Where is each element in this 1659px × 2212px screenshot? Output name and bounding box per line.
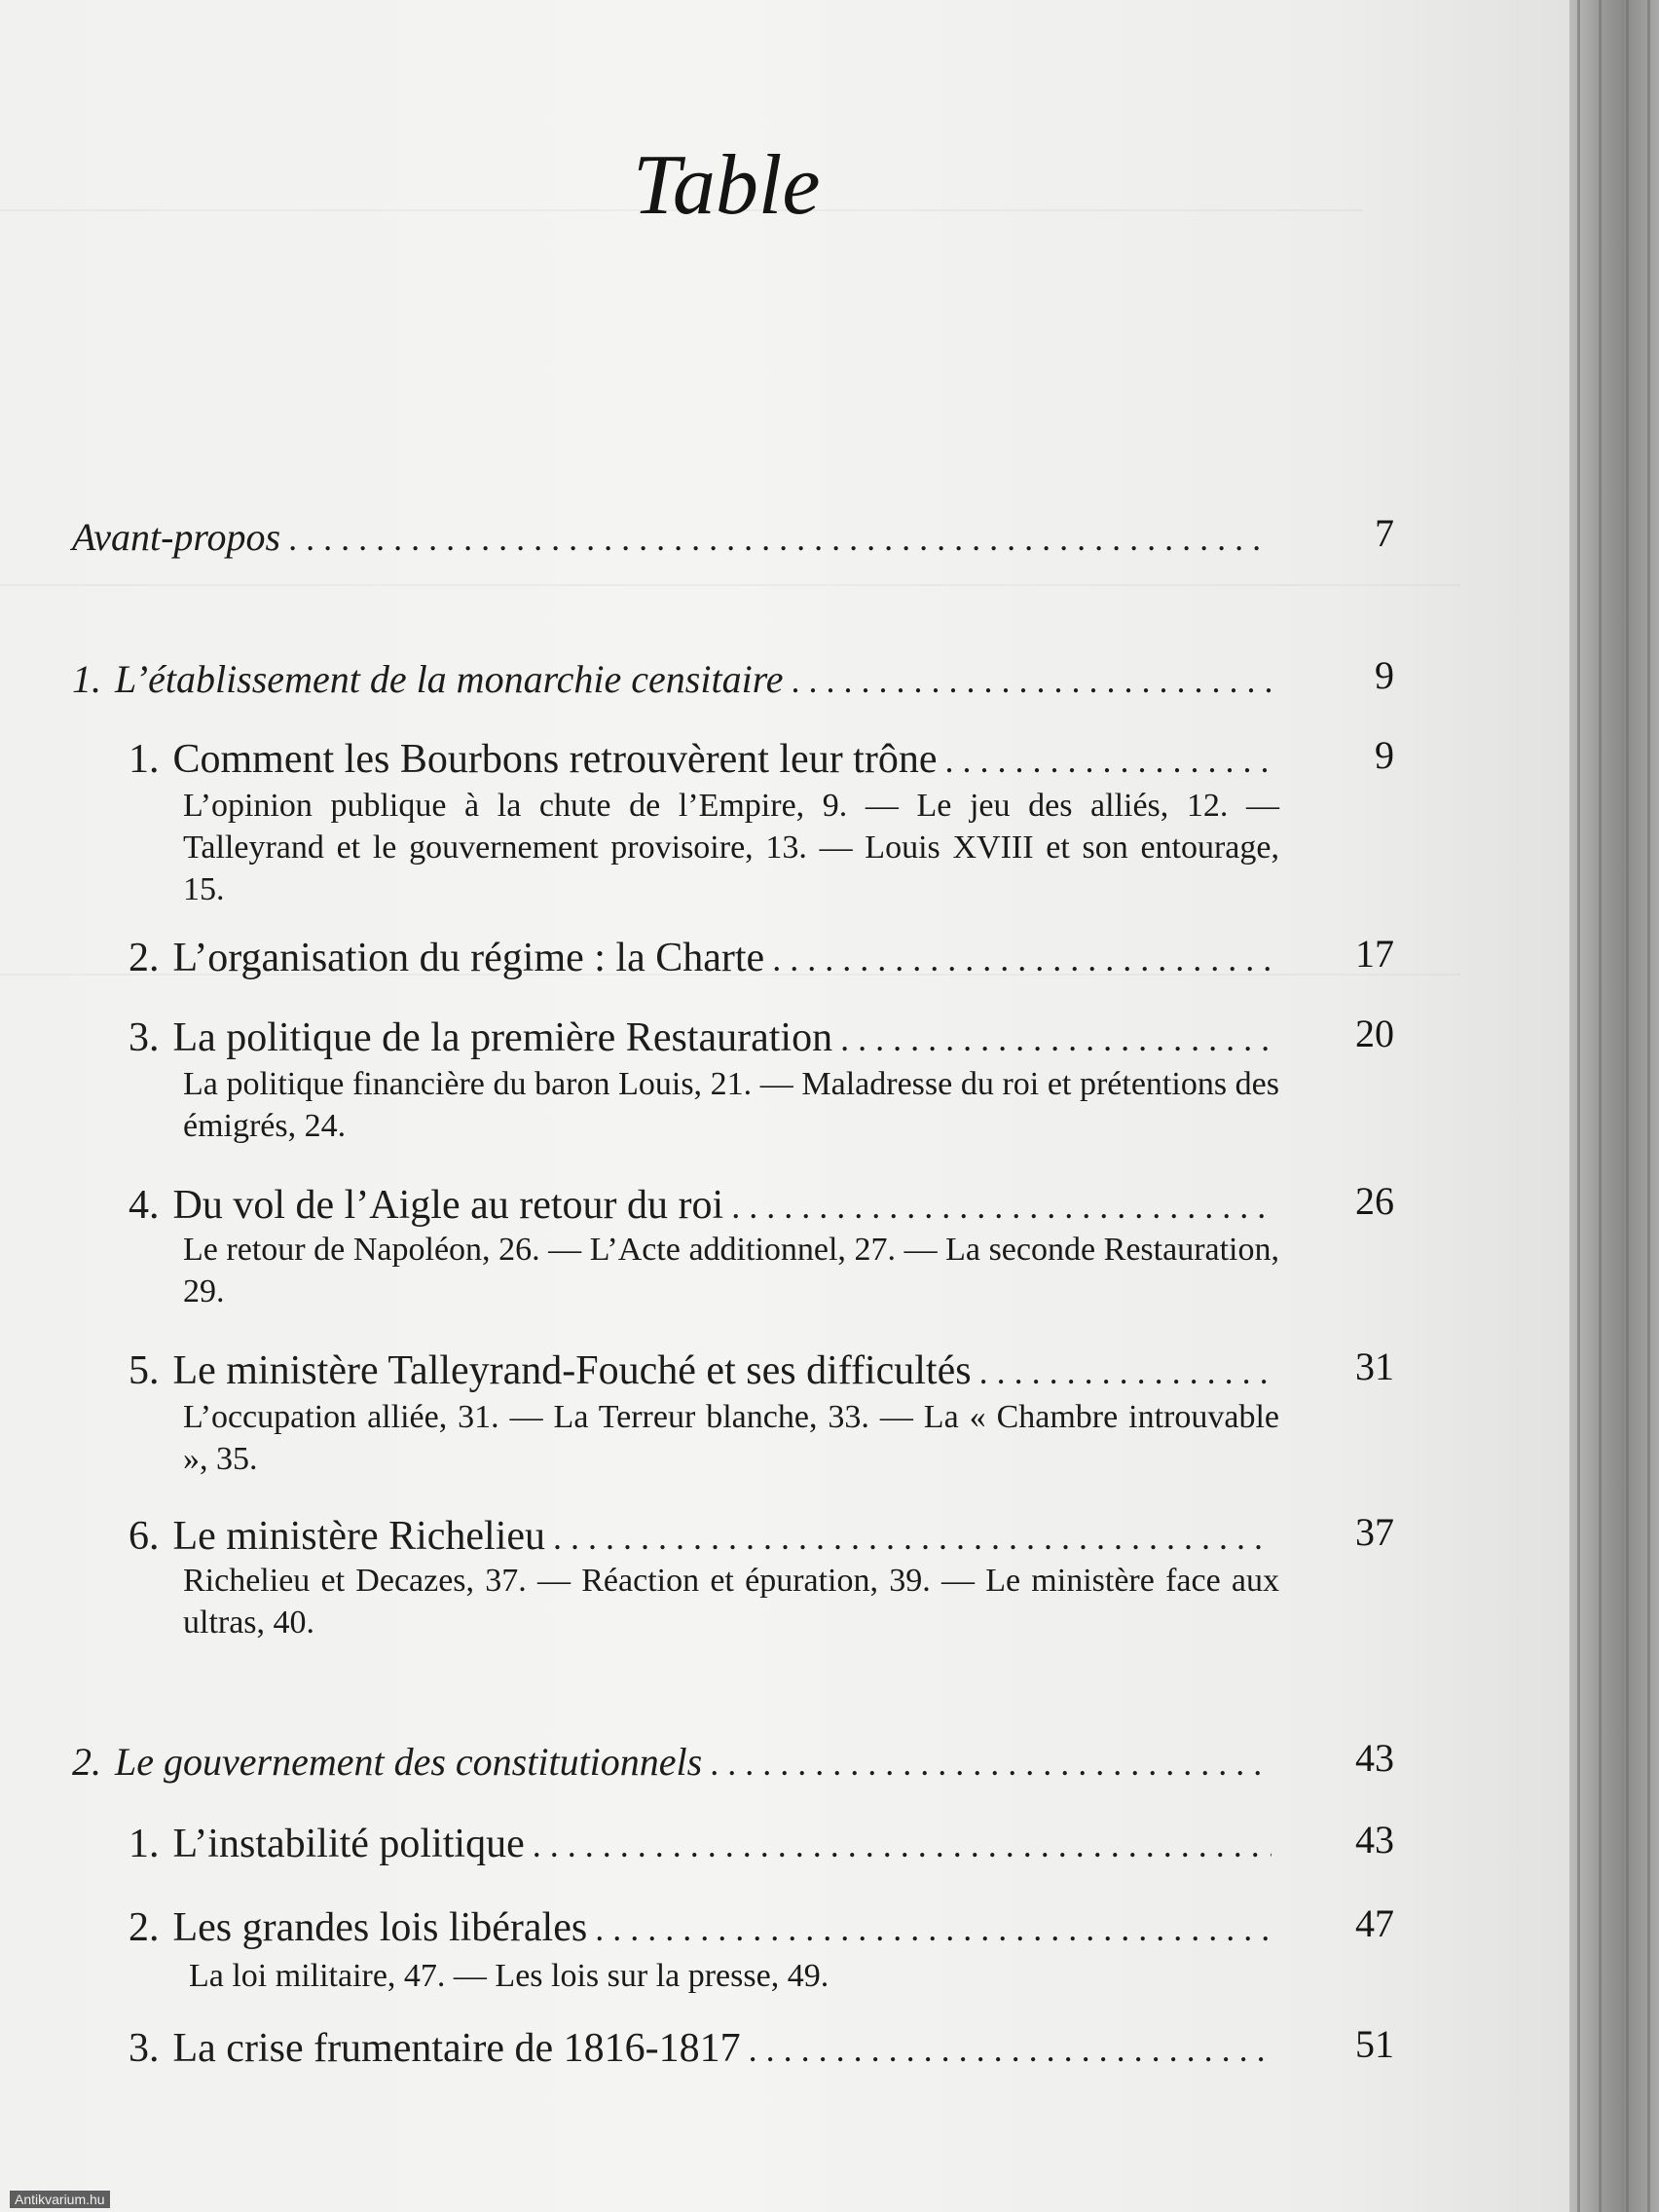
page-edge-stack <box>1569 0 1659 2212</box>
dot-leader <box>792 660 1272 701</box>
dot-leader <box>553 1517 1272 1558</box>
toc-page-number: 17 <box>1355 932 1394 976</box>
section-title: L’organisation du régime : la Charte <box>172 936 765 980</box>
section-number: 3. <box>129 1015 160 1060</box>
dot-leader <box>944 740 1272 781</box>
toc-section-1-3[interactable] <box>129 1014 1279 1061</box>
dot-leader <box>731 1186 1272 1227</box>
page-edge-line <box>1626 0 1629 2212</box>
section-title: Du vol de l’Aigle au retour du roi <box>172 1183 724 1228</box>
dot-leader <box>288 518 1272 559</box>
page-title: Table <box>633 138 821 233</box>
section-number: 2. <box>129 1905 160 1950</box>
toc-page-number: 20 <box>1355 1012 1394 1055</box>
watermark: Antikvarium.hu <box>10 2191 110 2208</box>
toc-section-1-4[interactable] <box>129 1182 1279 1229</box>
chapter-number: 2. <box>72 1740 101 1784</box>
dot-leader <box>595 1908 1272 1949</box>
toc-section-1-5[interactable] <box>129 1347 1279 1394</box>
section-summary: Richelieu et Decazes, 37. — Réaction et épuration, 39. — Le ministère face aux ultras, 40. <box>183 1563 1279 1641</box>
toc-entry-avant-propos[interactable] <box>72 514 1279 560</box>
section-title: Les grandes lois libérales <box>172 1905 588 1950</box>
toc-page-number: 47 <box>1355 1901 1394 1945</box>
section-number: 5. <box>129 1348 160 1393</box>
section-number: 2. <box>129 936 160 980</box>
toc-page-number: 9 <box>1375 653 1394 697</box>
section-number: 1. <box>129 737 160 782</box>
section-summary: Le retour de Napoléon, 26. — L’Acte additionnel, 27. — La seconde Restauration, 29. <box>183 1232 1279 1309</box>
dot-leader <box>533 1825 1272 1865</box>
toc-page-number: 51 <box>1355 2022 1394 2066</box>
section-number: 3. <box>129 2026 160 2071</box>
page-edge-line <box>1647 0 1650 2212</box>
section-title: L’instabilité politique <box>172 1822 525 1866</box>
toc-section-1-2[interactable] <box>129 935 1279 981</box>
toc-section-1-6[interactable] <box>129 1513 1279 1560</box>
toc-page-number: 37 <box>1355 1510 1394 1554</box>
toc-section-2-1[interactable] <box>129 1821 1279 1867</box>
dot-leader <box>840 1018 1272 1059</box>
page-edge-line <box>1577 0 1580 2212</box>
dot-leader <box>749 2029 1272 2070</box>
section-summary: La politique financière du baron Louis, 21. — Maladresse du roi et prétentions des émigrés, 24. <box>183 1066 1279 1144</box>
toc-section-2-2[interactable] <box>129 1904 1279 1951</box>
section-title: Le ministère Talleyrand-Fouché et ses difficultés <box>172 1348 972 1393</box>
section-number: 1. <box>129 1822 160 1866</box>
section-title: Le ministère Richelieu <box>172 1514 546 1559</box>
toc-page-number: 26 <box>1355 1179 1394 1223</box>
chapter-title: L’établissement de la monarchie censitaire <box>115 657 784 701</box>
section-title: La crise frumentaire de 1816-1817 <box>172 2026 741 2071</box>
dot-leader <box>710 1743 1272 1784</box>
section-summary: La loi militaire, 47. — Les lois sur la presse, 49. <box>189 1958 830 1994</box>
section-summary: L’occupation alliée, 31. — La Terreur blanche, 33. — La « Chambre introuvable », 35. <box>183 1399 1279 1477</box>
toc-page-number: 9 <box>1375 733 1394 777</box>
section-number: 4. <box>129 1183 160 1228</box>
dot-leader <box>979 1351 1272 1392</box>
page-edge-line <box>1599 0 1602 2212</box>
toc-chapter-2[interactable] <box>72 1739 1279 1785</box>
toc-section-1-1[interactable] <box>129 736 1279 783</box>
chapter-title: Le gouvernement des constitutionnels <box>115 1740 703 1784</box>
chapter-number: 1. <box>72 657 101 701</box>
toc-page-number: 7 <box>1375 511 1394 555</box>
toc-section-2-3[interactable] <box>129 2025 1279 2072</box>
section-title: La politique de la première Restauration <box>172 1015 833 1060</box>
toc-page-number: 43 <box>1355 1818 1394 1862</box>
section-summary: L’opinion publique à la chute de l’Empire, 9. — Le jeu des alliés, 12. — Talleyrand et le gouvernement provisoire, 13. — Louis XVIII et son entourage, 15. <box>183 788 1279 907</box>
toc-page-number: 43 <box>1355 1736 1394 1780</box>
toc-chapter-1[interactable] <box>72 656 1279 702</box>
dot-leader <box>772 939 1272 979</box>
section-title: Comment les Bourbons retrouvèrent leur trône <box>172 737 938 782</box>
toc-entry-title: Avant-propos <box>72 515 281 559</box>
toc-page-number: 31 <box>1355 1345 1394 1388</box>
section-number: 6. <box>129 1514 160 1559</box>
